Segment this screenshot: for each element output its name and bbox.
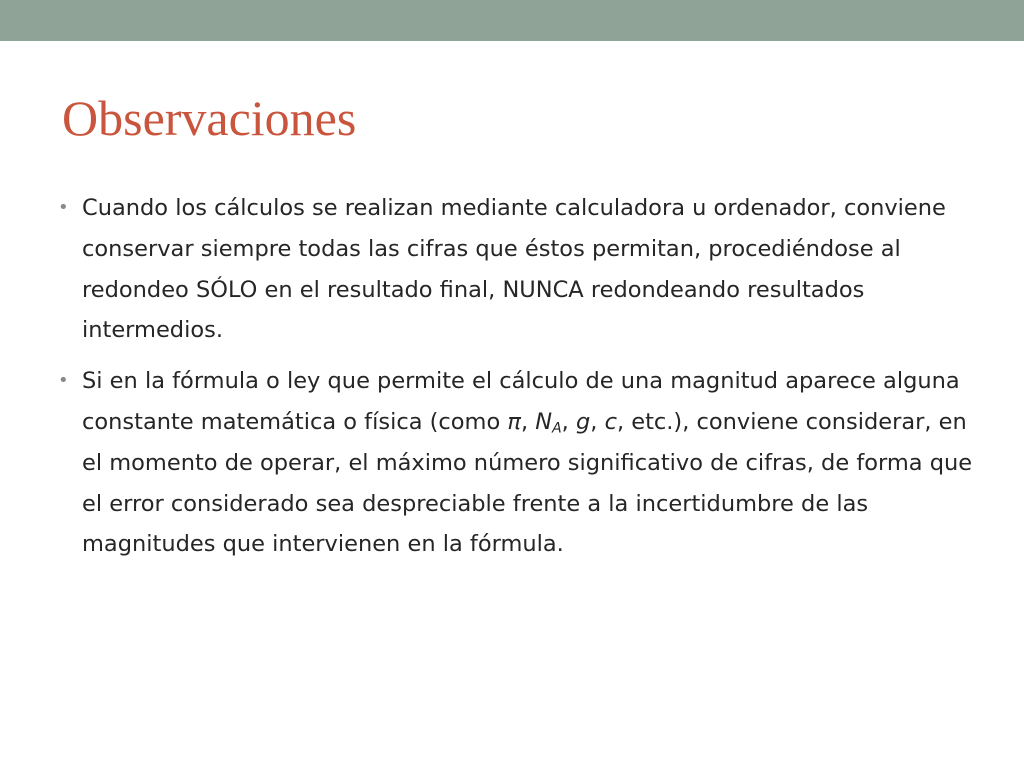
top-accent-bar bbox=[0, 0, 1024, 41]
constant-g: g bbox=[575, 408, 591, 435]
constant-c: c bbox=[604, 408, 617, 435]
constant-avogadro-subscript: A bbox=[552, 420, 562, 437]
bullet-item-rounding bbox=[58, 188, 978, 351]
bullet-list bbox=[58, 188, 978, 575]
bullet-dot-icon: • bbox=[58, 197, 69, 218]
bullet-text-part2: , etc.), conviene considerar, en el momento de operar, el máximo número significativo de cifras, de forma que el error considerado sea despreciable frente a la incertidumbre de las magnitudes que intervienen en la fórmula. bbox=[82, 408, 973, 558]
bullet-text: Cuando los cálculos se realizan mediante calculadora u ordenador, conviene conservar siempre todas las cifras que éstos permitan, procediéndose al redondeo SÓLO en el resultado final, NUNCA redondeando resultados intermedios. bbox=[82, 195, 946, 344]
bullet-item-constants bbox=[58, 361, 978, 565]
separator: , bbox=[590, 408, 605, 435]
constant-avogadro-base: N bbox=[535, 408, 553, 435]
separator: , bbox=[561, 408, 576, 435]
separator: , bbox=[520, 408, 536, 435]
constant-pi: π bbox=[507, 408, 521, 435]
constant-avogadro bbox=[535, 409, 561, 435]
bullet-dot-icon: • bbox=[58, 370, 69, 392]
bullet-text-part1: Si en la fórmula o ley que permite el cálculo de una magnitud aparece alguna constante matemática o física (como bbox=[82, 368, 960, 435]
slide-title: Observaciones bbox=[62, 90, 357, 146]
